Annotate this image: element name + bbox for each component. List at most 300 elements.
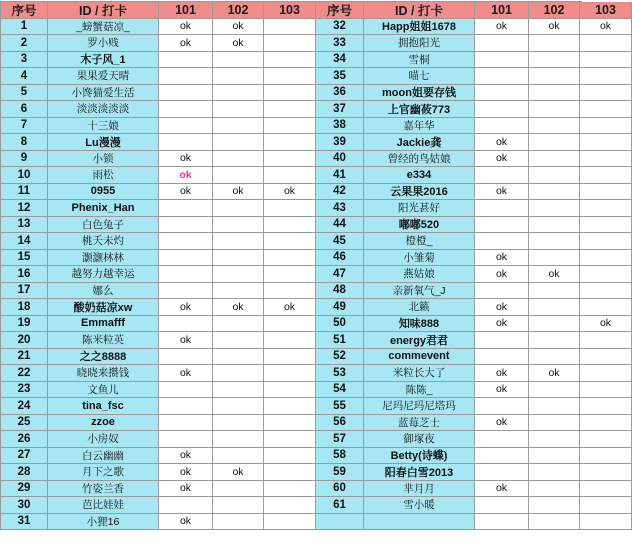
row-number-right[interactable]: 46 [316,250,364,267]
checkin-cell-102-left[interactable] [213,85,264,102]
checkin-cell-102-left[interactable] [213,497,264,514]
checkin-cell-102-right[interactable] [529,134,580,151]
checkin-cell-101-right[interactable] [475,431,529,448]
member-id-cell-right[interactable]: 蓝莓芝士 [364,415,475,432]
member-id-cell-right[interactable]: 尼玛尼玛尼塔玛 [364,398,475,415]
checkin-cell-101-left[interactable] [159,52,213,69]
member-id-cell-left[interactable]: 桃夭未灼 [48,233,159,250]
checkin-cell-103-right[interactable] [580,151,632,168]
checkin-cell-101-right[interactable] [475,514,529,531]
checkin-cell-102-right[interactable] [529,85,580,102]
checkin-cell-101-left[interactable]: ok [159,167,213,184]
row-number-right[interactable]: 45 [316,233,364,250]
checkin-cell-102-left[interactable]: ok [213,19,264,36]
member-id-cell-left[interactable]: tina_fsc [48,398,159,415]
row-number-right[interactable]: 59 [316,464,364,481]
checkin-cell-101-right[interactable] [475,332,529,349]
checkin-cell-102-left[interactable]: ok [213,35,264,52]
checkin-cell-102-right[interactable] [529,299,580,316]
checkin-cell-102-left[interactable] [213,151,264,168]
checkin-cell-102-right[interactable] [529,481,580,498]
checkin-cell-103-right[interactable] [580,365,632,382]
row-number-right[interactable]: 61 [316,497,364,514]
checkin-cell-101-left[interactable] [159,415,213,432]
checkin-cell-102-right[interactable] [529,250,580,267]
checkin-cell-103-right[interactable] [580,448,632,465]
checkin-cell-101-left[interactable] [159,68,213,85]
row-number-right[interactable]: 54 [316,382,364,399]
checkin-cell-103-right[interactable] [580,481,632,498]
row-number-left[interactable]: 22 [1,365,48,382]
checkin-cell-102-right[interactable] [529,431,580,448]
member-id-cell-left[interactable]: 十三娘 [48,118,159,135]
member-id-cell-right[interactable]: 雪小暖 [364,497,475,514]
row-number-left[interactable]: 18 [1,299,48,316]
checkin-cell-102-right[interactable] [529,151,580,168]
row-number-right[interactable]: 47 [316,266,364,283]
member-id-cell-right[interactable]: 小雏菊 [364,250,475,267]
checkin-cell-103-right[interactable] [580,184,632,201]
checkin-cell-102-left[interactable] [213,217,264,234]
row-number-left[interactable]: 21 [1,349,48,366]
checkin-cell-103-left[interactable] [264,415,316,432]
checkin-cell-101-right[interactable]: ok [475,481,529,498]
checkin-cell-102-right[interactable] [529,35,580,52]
checkin-cell-103-left[interactable] [264,250,316,267]
checkin-cell-102-left[interactable] [213,415,264,432]
member-id-cell-right[interactable]: e334 [364,167,475,184]
checkin-cell-103-right[interactable] [580,52,632,69]
member-id-cell-left[interactable]: 0955 [48,184,159,201]
member-id-cell-right[interactable]: 上官幽莜773 [364,101,475,118]
checkin-cell-101-right[interactable] [475,448,529,465]
checkin-cell-102-right[interactable] [529,217,580,234]
checkin-cell-103-left[interactable] [264,464,316,481]
checkin-cell-103-left[interactable] [264,266,316,283]
checkin-cell-102-right[interactable]: ok [529,19,580,36]
checkin-cell-101-left[interactable]: ok [159,365,213,382]
checkin-cell-102-right[interactable] [529,316,580,333]
checkin-cell-102-left[interactable] [213,316,264,333]
checkin-cell-103-left[interactable] [264,35,316,52]
checkin-cell-101-right[interactable]: ok [475,151,529,168]
row-number-left[interactable]: 28 [1,464,48,481]
checkin-cell-102-left[interactable] [213,200,264,217]
checkin-cell-101-right[interactable] [475,464,529,481]
checkin-cell-103-left[interactable] [264,85,316,102]
checkin-cell-102-right[interactable] [529,448,580,465]
row-number-right[interactable]: 41 [316,167,364,184]
row-number-right[interactable] [316,514,364,531]
member-id-cell-right[interactable] [364,514,475,531]
row-number-right[interactable]: 33 [316,35,364,52]
member-id-cell-left[interactable]: 淡淡淡淡淡 [48,101,159,118]
member-id-cell-right[interactable]: 燕姑娘 [364,266,475,283]
checkin-cell-103-left[interactable] [264,151,316,168]
checkin-cell-101-right[interactable]: ok [475,382,529,399]
checkin-cell-101-left[interactable] [159,217,213,234]
checkin-cell-103-left[interactable] [264,332,316,349]
checkin-cell-103-right[interactable] [580,266,632,283]
checkin-cell-103-right[interactable] [580,250,632,267]
member-id-cell-right[interactable]: 阳光甚好 [364,200,475,217]
row-number-right[interactable]: 60 [316,481,364,498]
checkin-cell-103-right[interactable] [580,134,632,151]
member-id-cell-right[interactable]: 亲新氧气_J [364,283,475,300]
row-number-left[interactable]: 10 [1,167,48,184]
checkin-cell-103-right[interactable] [580,332,632,349]
checkin-cell-102-left[interactable] [213,382,264,399]
checkin-cell-103-left[interactable] [264,382,316,399]
member-id-cell-left[interactable]: Lu漫漫 [48,134,159,151]
checkin-cell-102-right[interactable] [529,184,580,201]
row-number-left[interactable]: 8 [1,134,48,151]
checkin-cell-102-left[interactable]: ok [213,299,264,316]
checkin-cell-101-left[interactable] [159,316,213,333]
checkin-cell-101-right[interactable] [475,118,529,135]
row-number-left[interactable]: 15 [1,250,48,267]
checkin-cell-101-left[interactable]: ok [159,448,213,465]
row-number-left[interactable]: 27 [1,448,48,465]
row-number-left[interactable]: 24 [1,398,48,415]
row-number-left[interactable]: 12 [1,200,48,217]
checkin-cell-101-left[interactable] [159,266,213,283]
checkin-cell-103-left[interactable] [264,497,316,514]
checkin-cell-103-left[interactable] [264,134,316,151]
checkin-cell-102-left[interactable]: ok [213,464,264,481]
row-number-right[interactable]: 55 [316,398,364,415]
header-day-102-left[interactable]: 102 [213,2,264,19]
member-id-cell-right[interactable]: 北籁 [364,299,475,316]
checkin-cell-101-left[interactable] [159,497,213,514]
row-number-right[interactable]: 38 [316,118,364,135]
checkin-cell-102-right[interactable]: ok [529,365,580,382]
checkin-cell-102-left[interactable] [213,349,264,366]
member-id-cell-left[interactable]: 越努力越幸运 [48,266,159,283]
checkin-cell-101-left[interactable] [159,200,213,217]
member-id-cell-left[interactable]: 白云幽幽 [48,448,159,465]
member-id-cell-left[interactable]: 小馋猫爱生活 [48,85,159,102]
checkin-cell-103-left[interactable] [264,233,316,250]
checkin-cell-101-right[interactable] [475,167,529,184]
checkin-cell-102-right[interactable] [529,200,580,217]
member-id-cell-right[interactable]: 知味888 [364,316,475,333]
checkin-cell-103-right[interactable] [580,35,632,52]
checkin-cell-101-right[interactable] [475,233,529,250]
member-id-cell-right[interactable]: 喵七 [364,68,475,85]
checkin-cell-101-left[interactable] [159,382,213,399]
checkin-cell-103-left[interactable] [264,52,316,69]
checkin-cell-101-right[interactable] [475,349,529,366]
checkin-cell-103-right[interactable] [580,101,632,118]
row-number-right[interactable]: 34 [316,52,364,69]
checkin-cell-102-right[interactable] [529,415,580,432]
checkin-cell-101-right[interactable] [475,497,529,514]
checkin-cell-103-right[interactable] [580,398,632,415]
member-id-cell-left[interactable]: 罗小贱 [48,35,159,52]
checkin-cell-102-left[interactable] [213,448,264,465]
checkin-cell-103-right[interactable] [580,514,632,531]
row-number-right[interactable]: 40 [316,151,364,168]
row-number-left[interactable]: 30 [1,497,48,514]
checkin-cell-101-right[interactable]: ok [475,316,529,333]
checkin-cell-103-right[interactable] [580,68,632,85]
member-id-cell-right[interactable]: 御塚夜 [364,431,475,448]
checkin-cell-103-right[interactable] [580,431,632,448]
row-number-left[interactable]: 9 [1,151,48,168]
checkin-cell-103-right[interactable] [580,299,632,316]
checkin-cell-101-left[interactable]: ok [159,151,213,168]
member-id-cell-left[interactable]: 果果爱天晴 [48,68,159,85]
row-number-right[interactable]: 53 [316,365,364,382]
checkin-cell-103-left[interactable] [264,101,316,118]
checkin-cell-103-right[interactable] [580,85,632,102]
checkin-cell-101-right[interactable] [475,101,529,118]
member-id-cell-right[interactable]: 橙橙_ [364,233,475,250]
member-id-cell-right[interactable]: 米粒长大了 [364,365,475,382]
checkin-cell-103-right[interactable] [580,233,632,250]
row-number-left[interactable]: 17 [1,283,48,300]
checkin-cell-103-left[interactable] [264,167,316,184]
header-id-left[interactable]: ID / 打卡 [48,2,159,19]
member-id-cell-left[interactable]: 娜么 [48,283,159,300]
checkin-cell-102-right[interactable] [529,398,580,415]
member-id-cell-left[interactable]: 陈米粒英 [48,332,159,349]
member-id-cell-left[interactable]: 小房奴 [48,431,159,448]
row-number-right[interactable]: 56 [316,415,364,432]
checkin-cell-102-right[interactable] [529,497,580,514]
member-id-cell-right[interactable]: 曾经的鸟姑娘 [364,151,475,168]
checkin-cell-101-right[interactable]: ok [475,19,529,36]
row-number-right[interactable]: 49 [316,299,364,316]
checkin-cell-101-left[interactable]: ok [159,299,213,316]
header-seq-left[interactable]: 序号 [1,2,48,19]
member-id-cell-left[interactable]: _螃蟹菇凉_ [48,19,159,36]
row-number-right[interactable]: 48 [316,283,364,300]
checkin-cell-102-right[interactable] [529,167,580,184]
checkin-cell-101-right[interactable]: ok [475,415,529,432]
checkin-cell-102-left[interactable] [213,283,264,300]
member-id-cell-left[interactable]: 之之8888 [48,349,159,366]
member-id-cell-right[interactable]: Betty(诗蝶) [364,448,475,465]
checkin-cell-101-left[interactable] [159,233,213,250]
row-number-left[interactable]: 16 [1,266,48,283]
checkin-cell-101-left[interactable]: ok [159,481,213,498]
checkin-cell-101-right[interactable] [475,52,529,69]
checkin-cell-102-left[interactable] [213,332,264,349]
checkin-cell-102-right[interactable] [529,382,580,399]
checkin-cell-101-left[interactable] [159,85,213,102]
checkin-cell-103-right[interactable] [580,200,632,217]
member-id-cell-left[interactable]: 文鱼儿 [48,382,159,399]
row-number-left[interactable]: 31 [1,514,48,531]
row-number-right[interactable]: 52 [316,349,364,366]
checkin-cell-101-left[interactable]: ok [159,332,213,349]
row-number-left[interactable]: 19 [1,316,48,333]
checkin-cell-103-left[interactable] [264,68,316,85]
checkin-cell-102-right[interactable] [529,68,580,85]
row-number-left[interactable]: 13 [1,217,48,234]
row-number-left[interactable]: 3 [1,52,48,69]
checkin-cell-102-right[interactable] [529,52,580,69]
row-number-left[interactable]: 2 [1,35,48,52]
row-number-left[interactable]: 23 [1,382,48,399]
checkin-cell-103-left[interactable] [264,431,316,448]
header-day-102-right[interactable]: 102 [529,2,580,19]
checkin-cell-101-right[interactable]: ok [475,266,529,283]
checkin-cell-103-left[interactable] [264,316,316,333]
checkin-cell-102-left[interactable] [213,431,264,448]
member-id-cell-left[interactable]: 竹姿兰香 [48,481,159,498]
member-id-cell-left[interactable]: 月下之歌 [48,464,159,481]
checkin-cell-102-left[interactable] [213,167,264,184]
checkin-cell-103-right[interactable] [580,217,632,234]
checkin-cell-101-left[interactable]: ok [159,514,213,531]
checkin-cell-102-right[interactable] [529,283,580,300]
checkin-cell-102-right[interactable] [529,514,580,531]
checkin-cell-101-right[interactable]: ok [475,299,529,316]
header-day-101-left[interactable]: 101 [159,2,213,19]
header-day-101-right[interactable]: 101 [475,2,529,19]
checkin-cell-101-left[interactable]: ok [159,19,213,36]
member-id-cell-left[interactable]: 白色兔子 [48,217,159,234]
checkin-cell-102-left[interactable] [213,134,264,151]
member-id-cell-left[interactable]: 芭比娃娃 [48,497,159,514]
checkin-cell-103-left[interactable]: ok [264,299,316,316]
member-id-cell-right[interactable]: energy君君 [364,332,475,349]
checkin-cell-103-right[interactable] [580,382,632,399]
row-number-right[interactable]: 44 [316,217,364,234]
row-number-right[interactable]: 43 [316,200,364,217]
member-id-cell-left[interactable]: zzoe [48,415,159,432]
row-number-right[interactable]: 42 [316,184,364,201]
member-id-cell-left[interactable]: 小锁 [48,151,159,168]
row-number-right[interactable]: 51 [316,332,364,349]
checkin-cell-102-right[interactable]: ok [529,266,580,283]
checkin-cell-102-right[interactable] [529,118,580,135]
member-id-cell-right[interactable]: 阳春白雪2013 [364,464,475,481]
row-number-left[interactable]: 26 [1,431,48,448]
row-number-right[interactable]: 32 [316,19,364,36]
checkin-cell-102-left[interactable]: ok [213,184,264,201]
checkin-cell-103-right[interactable] [580,497,632,514]
member-id-cell-left[interactable]: 小狸16 [48,514,159,531]
member-id-cell-left[interactable]: 木子风_1 [48,52,159,69]
header-day-103-left[interactable]: 103 [264,2,316,19]
checkin-cell-101-right[interactable] [475,68,529,85]
member-id-cell-left[interactable]: 雨松 [48,167,159,184]
member-id-cell-right[interactable]: 陈陈_ [364,382,475,399]
row-number-left[interactable]: 7 [1,118,48,135]
checkin-cell-103-right[interactable]: ok [580,316,632,333]
checkin-cell-103-left[interactable] [264,514,316,531]
checkin-cell-102-left[interactable] [213,266,264,283]
header-id-right[interactable]: ID / 打卡 [364,2,475,19]
checkin-cell-103-left[interactable] [264,19,316,36]
checkin-cell-102-left[interactable] [213,101,264,118]
header-day-103-right[interactable]: 103 [580,2,632,19]
row-number-right[interactable]: 39 [316,134,364,151]
checkin-cell-101-right[interactable]: ok [475,250,529,267]
header-seq-right[interactable]: 序号 [316,2,364,19]
checkin-cell-101-left[interactable] [159,431,213,448]
checkin-cell-102-left[interactable] [213,365,264,382]
row-number-right[interactable]: 58 [316,448,364,465]
checkin-cell-101-right[interactable] [475,217,529,234]
checkin-cell-103-right[interactable] [580,118,632,135]
checkin-cell-101-left[interactable] [159,398,213,415]
checkin-cell-102-left[interactable] [213,52,264,69]
checkin-cell-102-right[interactable] [529,233,580,250]
checkin-cell-102-left[interactable] [213,68,264,85]
member-id-cell-right[interactable]: moon姐要存钱 [364,85,475,102]
checkin-cell-101-right[interactable] [475,200,529,217]
checkin-cell-102-left[interactable] [213,118,264,135]
row-number-left[interactable]: 20 [1,332,48,349]
checkin-cell-103-right[interactable] [580,349,632,366]
checkin-cell-101-left[interactable] [159,349,213,366]
member-id-cell-right[interactable]: commevent [364,349,475,366]
checkin-cell-102-right[interactable] [529,332,580,349]
checkin-cell-103-left[interactable] [264,481,316,498]
checkin-cell-101-left[interactable] [159,250,213,267]
member-id-cell-left[interactable]: Phenix_Han [48,200,159,217]
checkin-cell-101-right[interactable]: ok [475,134,529,151]
checkin-cell-101-left[interactable]: ok [159,464,213,481]
checkin-cell-103-left[interactable] [264,448,316,465]
checkin-cell-103-left[interactable] [264,118,316,135]
checkin-cell-101-right[interactable] [475,283,529,300]
member-id-cell-right[interactable]: 云果果2016 [364,184,475,201]
checkin-cell-101-right[interactable] [475,398,529,415]
row-number-right[interactable]: 37 [316,101,364,118]
checkin-cell-101-left[interactable]: ok [159,184,213,201]
member-id-cell-right[interactable]: 拥抱阳光 [364,35,475,52]
checkin-cell-103-right[interactable]: ok [580,19,632,36]
checkin-cell-103-right[interactable] [580,415,632,432]
member-id-cell-right[interactable]: 嘟嘟520 [364,217,475,234]
checkin-cell-103-left[interactable]: ok [264,184,316,201]
row-number-left[interactable]: 29 [1,481,48,498]
row-number-left[interactable]: 5 [1,85,48,102]
row-number-right[interactable]: 50 [316,316,364,333]
checkin-cell-103-left[interactable] [264,217,316,234]
row-number-left[interactable]: 25 [1,415,48,432]
checkin-cell-103-left[interactable] [264,365,316,382]
member-id-cell-right[interactable]: 雪桐 [364,52,475,69]
member-id-cell-left[interactable]: 灏灏林林 [48,250,159,267]
checkin-cell-102-left[interactable] [213,233,264,250]
checkin-cell-103-left[interactable] [264,349,316,366]
row-number-left[interactable]: 4 [1,68,48,85]
checkin-cell-101-right[interactable] [475,85,529,102]
checkin-cell-103-left[interactable] [264,200,316,217]
checkin-cell-103-left[interactable] [264,283,316,300]
checkin-cell-101-right[interactable]: ok [475,365,529,382]
row-number-right[interactable]: 57 [316,431,364,448]
checkin-cell-103-right[interactable] [580,283,632,300]
checkin-cell-102-left[interactable] [213,514,264,531]
checkin-cell-102-right[interactable] [529,101,580,118]
checkin-cell-101-left[interactable] [159,134,213,151]
checkin-cell-103-left[interactable] [264,398,316,415]
member-id-cell-right[interactable]: Jackie龚 [364,134,475,151]
checkin-cell-102-right[interactable] [529,349,580,366]
member-id-cell-left[interactable]: 晓晓来攒钱 [48,365,159,382]
member-id-cell-right[interactable]: 芈月月 [364,481,475,498]
checkin-cell-101-left[interactable] [159,283,213,300]
row-number-left[interactable]: 11 [1,184,48,201]
